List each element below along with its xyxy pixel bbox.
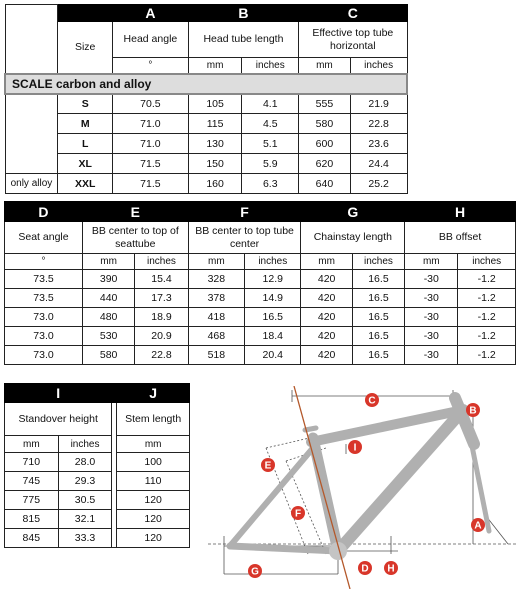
toptube-center-in-cell: 14.9 — [245, 289, 301, 308]
letter-i: I — [5, 384, 112, 403]
seat-tube-axis — [294, 386, 350, 589]
head-angle-cell: 70.5 — [113, 94, 189, 114]
unit-inches: inches — [458, 254, 516, 270]
standover-in-cell: 33.3 — [58, 529, 112, 548]
standover-mm-cell: 710 — [5, 453, 59, 472]
seattube-in-cell: 15.4 — [135, 270, 188, 289]
size-cell: M — [58, 114, 113, 134]
bb-offset-mm-cell: -30 — [405, 270, 458, 289]
note-spacer — [5, 94, 58, 174]
seat-angle-cell: 73.0 — [5, 346, 83, 365]
top-tube-mm-cell: 555 — [299, 94, 351, 114]
unit-inches: inches — [58, 436, 112, 453]
chainstay-in-cell: 16.5 — [352, 346, 404, 365]
standover-mm-cell: 745 — [5, 472, 59, 491]
label-g-icon — [248, 564, 262, 578]
bb-offset-in-cell: -1.2 — [458, 270, 516, 289]
head-angle-cell: 71.0 — [113, 114, 189, 134]
bb-offset-in-cell: -1.2 — [458, 289, 516, 308]
top-tube-in-cell: 25.2 — [350, 174, 407, 194]
stem-mm-cell: 100 — [117, 453, 190, 472]
toptube-center-in-cell: 18.4 — [245, 327, 301, 346]
bb-offset-in-cell: -1.2 — [458, 346, 516, 365]
top-tube-mm-cell: 580 — [299, 114, 351, 134]
head-tube-mm-cell: 115 — [188, 114, 242, 134]
letter-a: A — [113, 5, 189, 22]
bb-offset-mm-cell: -30 — [405, 346, 458, 365]
geometry-table-2 — [4, 201, 516, 365]
standover-mm-cell: 815 — [5, 510, 59, 529]
unit-inches: inches — [245, 254, 301, 270]
letter-blank — [58, 5, 113, 22]
top-tube-in-cell: 22.8 — [350, 114, 407, 134]
unit-mm: mm — [5, 436, 59, 453]
letter-g: G — [301, 202, 405, 222]
letter-c: C — [299, 5, 407, 22]
chainstay-in-cell: 16.5 — [352, 308, 404, 327]
unit-mm: mm — [301, 254, 352, 270]
standover-in-cell: 29.3 — [58, 472, 112, 491]
top-tube-mm-cell: 620 — [299, 154, 351, 174]
label-b-icon — [466, 403, 480, 417]
head-angle-cell: 71.0 — [113, 134, 189, 154]
toptube-center-mm-cell: 328 — [188, 270, 244, 289]
standover-mm-cell: 845 — [5, 529, 59, 548]
svg-text:H: H — [387, 563, 395, 575]
header-seat-angle: Seat angle — [5, 222, 83, 254]
unit-deg: ° — [5, 254, 83, 270]
header-bb-top-tube: BB center to top tube center — [188, 222, 301, 254]
chainstay-in-cell: 16.5 — [352, 327, 404, 346]
toptube-center-mm-cell: 468 — [188, 327, 244, 346]
seattube-in-cell: 20.9 — [135, 327, 188, 346]
bb-offset-mm-cell: -30 — [405, 289, 458, 308]
head-tube-in-cell: 5.9 — [242, 154, 299, 174]
top-tube-mm-cell: 600 — [299, 134, 351, 154]
toptube-center-in-cell: 16.5 — [245, 308, 301, 327]
stem-mm-cell: 120 — [117, 491, 190, 510]
bike-geometry-diagram — [208, 386, 517, 589]
standover-in-cell: 30.5 — [58, 491, 112, 510]
chainstay-mm-cell: 420 — [301, 308, 352, 327]
label-c-icon — [365, 393, 379, 407]
seattube-mm-cell: 390 — [82, 270, 134, 289]
head-tube-in-cell: 5.1 — [242, 134, 299, 154]
standover-mm-cell: 775 — [5, 491, 59, 510]
header-head-angle: Head angle — [113, 22, 189, 58]
head-tube-in-cell: 6.3 — [242, 174, 299, 194]
standover-in-cell: 32.1 — [58, 510, 112, 529]
stem-mm-cell: 110 — [117, 472, 190, 491]
unit-mm: mm — [188, 254, 244, 270]
svg-text:D: D — [361, 563, 369, 575]
size-cell: XL — [58, 154, 113, 174]
unit-inches: inches — [242, 58, 299, 74]
seattube-mm-cell: 580 — [82, 346, 134, 365]
toptube-center-in-cell: 20.4 — [245, 346, 301, 365]
header-stem-length: Stem length — [117, 403, 190, 436]
corner-cell — [5, 5, 58, 74]
size-cell: S — [58, 94, 113, 114]
label-h-icon — [384, 561, 398, 575]
unit-deg: ° — [113, 58, 189, 74]
size-cell: L — [58, 134, 113, 154]
toptube-center-mm-cell: 418 — [188, 308, 244, 327]
toptube-center-mm-cell: 518 — [188, 346, 244, 365]
bb-offset-in-cell: -1.2 — [458, 327, 516, 346]
header-head-tube-length: Head tube length — [188, 22, 298, 58]
svg-text:B: B — [469, 405, 477, 417]
head-tube-mm-cell: 160 — [188, 174, 242, 194]
chainstay-in-cell: 16.5 — [352, 289, 404, 308]
label-d-icon — [358, 561, 372, 575]
chainstay-mm-cell: 420 — [301, 327, 352, 346]
toptube-center-in-cell: 12.9 — [245, 270, 301, 289]
seattube-in-cell: 22.8 — [135, 346, 188, 365]
letter-j: J — [117, 384, 190, 403]
top-tube-in-cell: 23.6 — [350, 134, 407, 154]
seat-angle-cell: 73.5 — [5, 289, 83, 308]
svg-text:G: G — [251, 566, 259, 578]
chainstay-mm-cell: 420 — [301, 270, 352, 289]
seat-angle-cell: 73.0 — [5, 327, 83, 346]
letter-b: B — [188, 5, 298, 22]
unit-mm: mm — [405, 254, 458, 270]
seattube-mm-cell: 480 — [82, 308, 134, 327]
bike-frame — [230, 395, 489, 551]
toptube-center-mm-cell: 378 — [188, 289, 244, 308]
chainstay-in-cell: 16.5 — [352, 270, 404, 289]
unit-inches: inches — [135, 254, 188, 270]
unit-mm: mm — [82, 254, 134, 270]
stem-mm-cell: 120 — [117, 529, 190, 548]
header-bb-offset: BB offset — [405, 222, 516, 254]
head-tube-mm-cell: 130 — [188, 134, 242, 154]
header-standover: Standover height — [5, 403, 112, 436]
label-f-icon — [291, 506, 305, 520]
seat-angle-cell: 73.0 — [5, 308, 83, 327]
top-tube-in-cell: 21.9 — [350, 94, 407, 114]
seattube-mm-cell: 440 — [82, 289, 134, 308]
letter-h: H — [405, 202, 516, 222]
letter-e: E — [82, 202, 188, 222]
head-tube-in-cell: 4.1 — [242, 94, 299, 114]
head-tube-mm-cell: 105 — [188, 94, 242, 114]
chainstay-mm-cell: 420 — [301, 289, 352, 308]
svg-text:C: C — [368, 395, 376, 407]
header-size: Size — [58, 22, 113, 74]
letter-d: D — [5, 202, 83, 222]
svg-text:E: E — [264, 460, 272, 472]
seattube-in-cell: 17.3 — [135, 289, 188, 308]
unit-mm: mm — [299, 58, 351, 74]
unit-inches: inches — [352, 254, 404, 270]
head-tube-in-cell: 4.5 — [242, 114, 299, 134]
svg-text:A: A — [474, 520, 482, 532]
letter-f: F — [188, 202, 301, 222]
bb-offset-in-cell: -1.2 — [458, 308, 516, 327]
head-angle-cell: 71.5 — [113, 174, 189, 194]
geometry-table-1 — [4, 4, 408, 194]
label-a-icon — [471, 518, 485, 532]
top-tube-in-cell: 24.4 — [350, 154, 407, 174]
chainstay-mm-cell: 420 — [301, 346, 352, 365]
unit-inches: inches — [350, 58, 407, 74]
top-tube-mm-cell: 640 — [299, 174, 351, 194]
unit-mm: mm — [188, 58, 242, 74]
svg-text:F: F — [294, 508, 302, 520]
head-tube-mm-cell: 150 — [188, 154, 242, 174]
header-chainstay: Chainstay length — [301, 222, 405, 254]
head-angle-cell: 71.5 — [113, 154, 189, 174]
bb-offset-mm-cell: -30 — [405, 308, 458, 327]
label-e-icon — [261, 458, 275, 472]
bb-offset-mm-cell: -30 — [405, 327, 458, 346]
size-cell: XXL — [58, 174, 113, 194]
standover-in-cell: 28.0 — [58, 453, 112, 472]
unit-mm: mm — [117, 436, 190, 453]
seat-angle-cell: 73.5 — [5, 270, 83, 289]
section-title: SCALE carbon and alloy — [5, 74, 407, 94]
seattube-in-cell: 18.9 — [135, 308, 188, 327]
geometry-table-3 — [4, 383, 190, 548]
header-effective-top-tube: Effective top tube horizontal — [299, 22, 407, 58]
svg-text:I: I — [353, 442, 357, 454]
seattube-mm-cell: 530 — [82, 327, 134, 346]
only-alloy-note: only alloy — [5, 174, 58, 194]
header-bb-top-seattube: BB center to top of seattube — [82, 222, 188, 254]
label-i-icon — [348, 440, 362, 454]
stem-mm-cell: 120 — [117, 510, 190, 529]
